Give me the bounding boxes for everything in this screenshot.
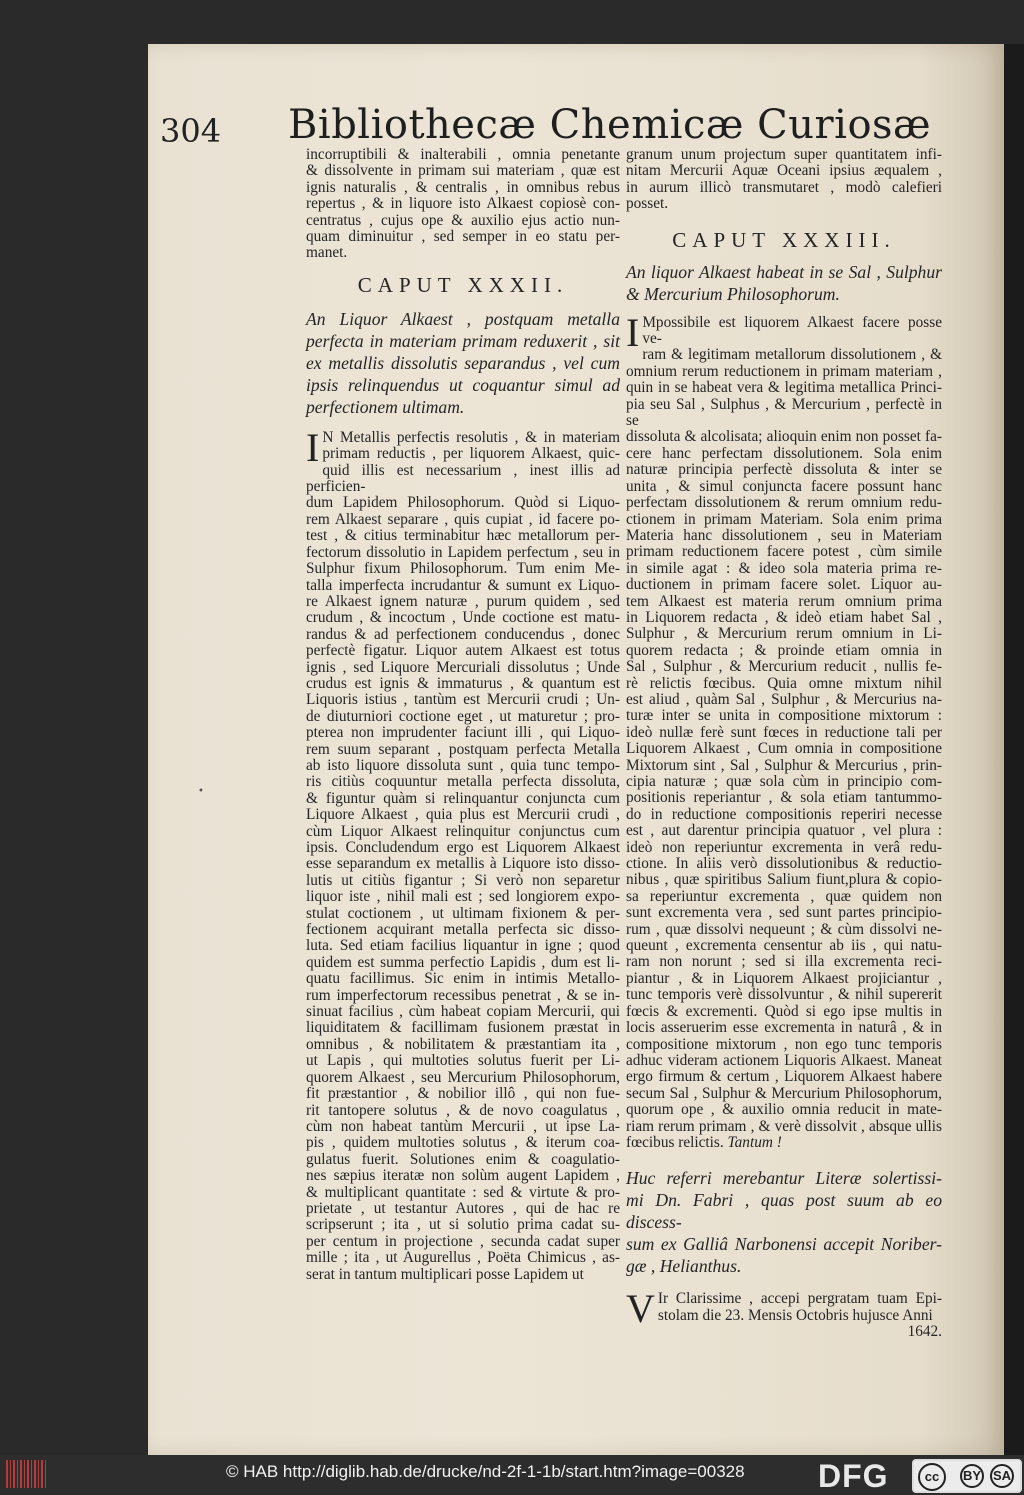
text-line: primam reductis , per liquorem Alkaest, quic- [322,445,620,463]
text-line: stulat coctionem , ut ultimam fixionem & per- [306,904,620,922]
left-intro-paragraph [306,147,620,262]
left-column [306,147,620,1283]
text-line: quorem redacta ; & proinde etiam omnia in [626,641,942,659]
text-line: luta. Sed etiam facilius liquantur in igne ; quod [306,937,620,955]
text-line: fectorum dissolutio in Lapidem perfectum , seu in [306,543,620,561]
text-line: in aurum illicò transmutaret , modò calefieri [626,178,942,196]
text-line: & Mercurium Philosophorum. [626,283,840,304]
right-intro-paragraph [626,147,942,213]
text-line: quatu facillimus. Sic enim in intimis Metallo- [306,970,620,988]
text-line: adhuc videram actionem Liquoris Alkaest. Maneat [626,1051,942,1069]
text-line: re Alkaest ignem naturæ , purum quidem , sed [306,592,620,610]
text-line: dum Lapidem Philosophorum. Quòd si Liquo- [306,494,620,512]
signoff: Tantum ! [727,1133,782,1151]
text-line: ductionem in primam facere solet. Liquor au- [626,576,942,594]
right-body-text [626,309,942,1152]
text-line: nes sæpius iteratæ non solùm augent Lapidem , [306,1167,620,1185]
text-line: nitam Mercurii Aquæ Oceani ipsius æqualem , [626,162,942,180]
text-line: rum imperfectorum recessibus penetrat , & se in- [306,986,620,1004]
text-line: turæ inter se unita in compositione mixtorum : [626,707,942,725]
text-line: sinuat facilius , cùm habeat copiam Mercurii, qui [306,1003,620,1021]
text-line: serat in tantum multiplicari posse Lapidem ut [306,1265,584,1283]
text-line: rem suum separant , postquam perfecta Metalla [306,740,620,758]
text-line: fœcis & excrementi. Quòd si ego ipse multis in [626,1002,942,1020]
text-line: quorem Alkaest , seu Mercurium Philosophorum, [306,1068,620,1086]
text-line: ctione. In aliis verò dissolutionibus & reductio- [626,855,942,873]
text-line: posset. [626,195,669,213]
text-line: mi Dn. Fabri , quas post suum ab eo discess- [626,1190,942,1233]
text-line: pterea non imprudenter faciunt illi , qui Liquo- [306,724,620,742]
text-line: centratus , cujus ope & auxilio ejus actio nun- [306,211,620,229]
text-line: dissoluta & alcolisata; alioquin enim non posset fa- [626,428,942,446]
chapter-heading-xxxii: CAPUT XXXII. [357,272,569,297]
text-line: ideò nullæ ferè sunt fœces in reductione tali per [626,723,942,741]
text-line: perfectè figatur. Liquor autem Alkaest est totus [306,642,620,660]
text-line: ram non norunt ; sed si illa excrementa reci- [626,953,942,971]
text-line: Liquore Alkaest , quia plus est Mercurii crudi , [306,806,620,824]
text-line: rum , quæ dissolvi nequeunt ; & cùm dissolvi ne- [626,920,942,938]
text-line: crudum , & incoctum , Unde coctione est matu- [306,609,620,627]
text-line: Ir Clarissime , accepi pergratam tuam Epi- [657,1290,942,1308]
text-line: & figuntur quàm si relinquantur conjuncta cum [306,789,620,807]
text-line: omnium rerum reductionem in primam materiam , [626,362,942,380]
text-line: est aliud , quàm Sal , Sulphur , & Mercurius na- [626,690,942,708]
text-line: positionis reperiantur , & sola etiam tantummo- [626,789,942,807]
text-line: quin in se habeat vera & legitima metallica Princi- [626,379,942,397]
text-line: ris citiùs coquuntur metalla perfecta dissoluta, [306,773,620,791]
text-line: scripserunt ; ita , ut si solutio prima cadat su- [306,1216,620,1234]
chapter-subtitle [306,308,620,418]
running-head: Bibliothecæ Chemicæ Curiosæ [288,102,932,148]
letter-body [626,1286,942,1341]
text-line: gulatus fuerit. Solutiones enim & coagulatio- [306,1150,620,1168]
text-line: quorum ope , & auxilio omnia reducit in mate- [626,1101,942,1119]
text-line: pis , quidem multoties solutus , & iterum coa- [306,1134,620,1152]
text-line: sum ex Galliâ Narbonensi accepit Noriber- [626,1234,942,1255]
copyright-link[interactable]: © HAB http://diglib.hab.de/drucke/nd-2f-1-1b/start.htm?image=00328 [226,1462,745,1481]
text-line: ab isto liquore dissoluta sunt , quia tunc tempo- [306,756,620,774]
text-line: fit præstantior , & nobilior illô , qui non fue- [306,1085,620,1103]
text-line: perfecta in materiam primam reduxerit , sit [306,330,620,351]
left-body-text [306,424,620,1283]
text-line: esse separandum ex metallis à Liquore isto disso- [306,855,620,873]
text-line: Sulphur fixum Philosophorum. Tum enim Me- [306,560,620,578]
text-line: N Metallis perfectis resolutis , & in materiam [322,428,620,446]
text-line: An Liquor Alkaest , postquam metalla [306,308,620,329]
text-line: Mixtorum sint , Sal , Sulphur & Mercurius , prin- [626,756,942,774]
text-line: talla imperfecta incrudantur & sumunt ex Liquo- [306,576,620,594]
chapter-heading-xxxiii: CAPUT XXXIII. [672,227,896,252]
text-line: pia seu Sal , Sulphus , & Mercurium , perfectè in se [626,395,942,430]
text-line: omnibus , & nobilitatem & præstantiam ita , [306,1035,620,1053]
text-line: tunc temporis verè dissolvuntur , & nihil supererit [626,986,942,1004]
text-line: Materia hanc dissolutionem , seu in Materiam [626,526,942,544]
text-line: per centum in projectione , secunda cadat super [306,1232,620,1250]
text-line: cùm Liquor Alkaest relinquitur conjunctus cum [306,822,620,840]
text-line: liquiditatem & facillimam fusionem præstat in [306,1019,620,1037]
text-line: Huc referri merebantur Literæ solertissi- [626,1168,942,1189]
text-line: & dissolvente in primam sui materiam , quæ est [306,162,620,180]
text-line: Liquoris istius , tantùm est Mercurii crudi ; Un- [306,691,620,709]
text-line: stolam die 23. Mensis Octobris hujusce Anni [657,1306,933,1324]
text-line: in simile agat : & ideo sola materia prima re- [626,559,942,577]
text-line: primam reductionem facere potest , cùm simile [626,543,942,561]
text-line: granum unum projectum super quantitatem infi- [626,146,942,163]
sa-icon: SA [990,1464,1014,1488]
text-line: secum Sal , Sulphur & Mercurium Philosophorum, [626,1084,942,1102]
text-line: An liquor Alkaest habeat in se Sal , Sulphur [626,261,942,282]
text-line: ideò non reperiuntur excrementa in verâ redu- [626,838,942,856]
text-line: lutis ut citiùs figantur ; Si verò non separetur [306,871,620,889]
text-line: quid illis est necessarium , inest illis ad perficien- [306,461,620,496]
text-line: ram & legitimam metallorum dissolutionem , & [642,346,942,364]
letter-heading [626,1167,942,1277]
text-line: Sal , Sulphur , & Mercurium reducit , nullis fe- [626,658,942,676]
text-line: rem Alkaest separare , quis cupiat , id facere po- [306,510,620,528]
text-line: rè relictis fœcibus. Quia omne mixtum nihil [626,674,942,692]
text-line: in Liquorem redacta , & ideò etiam habet Sal , [626,608,942,626]
text-line: ergo firmum & certum , Liquorem Alkaest habere [626,1068,942,1086]
text-line: ipsis. Concludendum ergo est Liquorem Alkaest [306,839,620,856]
page-edge [1004,44,1024,1455]
text-line: repertus , & in liquore isto Alkaest copiosè con- [306,195,620,213]
text-line: gæ , Helianthus. [626,1256,742,1277]
chapter-subtitle [626,261,942,305]
text-line: rit tantopere solutus , & de novo coagulatus , [306,1101,620,1119]
text-line: Sulphur , & Mercurium rerum omnium in Li- [626,625,942,643]
text-line: fectionem acquirant metalla perfecta sic disso- [306,921,620,939]
text-line: perfectam dissolutionem & rerum omnium redu- [626,494,942,512]
text-line: sunt excrementa vera , sed sunt partes principio- [626,904,942,922]
drop-cap: I [626,309,640,355]
text-line: manet. [306,244,348,262]
text-line: ex metallis dissolutis separandus , vel cum [306,352,620,373]
text-line: test , & citius terminabitur hæc metallorum per- [306,527,620,545]
text-line: randus & ad perfectionem conducendus , donec [306,625,620,643]
text-line: perfectionem ultimam. [306,396,465,417]
text-line: unita , & simul conjuncta facere possunt hanc [626,477,942,495]
creative-commons-license-badge[interactable] [912,1459,1022,1493]
text-line: & multiplicant quantitate : sed & virtute & pro- [306,1183,620,1201]
text-line: est , aut darentur principia quatuor , vel plura : [626,822,942,840]
text-line: incorruptibili & inalterabili , omnia penetante [306,146,620,163]
text-line: cere hanc perfectam dissolutionem. Sola enim [626,444,942,462]
text-line: ipsis relinquendus ut coquantur simul ad [306,374,620,395]
cc-icon: cc [918,1463,946,1491]
right-column [626,147,942,1341]
margin-mark: • [198,786,204,797]
hab-logo [6,1460,46,1488]
text-line: de diuturniori coctione eget , ut maturetur ; pro- [306,707,620,725]
text-line: compositione mixtorum , non ego tunc temporis [626,1035,942,1053]
text-line: queunt , excrementa censentur ab iis , qui natu- [626,937,942,955]
text-line: prietate , ut testantur Autores , qui de hac re [306,1199,620,1217]
drop-cap: I [306,424,320,470]
text-line: crudus est ignis & immaturus , & quantum est [306,674,620,692]
text-line: ut Lapis , qui multoties solutus fuerit per Li- [306,1052,620,1070]
by-icon: BY [960,1464,984,1488]
body-last-line: fœcibus relictis. [626,1133,724,1151]
dfg-logo[interactable]: DFG [818,1458,889,1494]
text-line: ctionem in primam Materiam. Sola enim prima [626,510,942,528]
text-line: cipia naturæ ; quæ sola cùm in principio com- [626,773,942,790]
text-line: Mpossibile est liquorem Alkaest facere posse ve- [642,313,942,348]
text-line: quidem est summa perfectio Lapidis , dum est li- [306,953,620,971]
text-line: ignis , sed Liquore Mercuriali dissolutus ; Unde [306,658,620,676]
text-line: Liquorem Alkaest , Cum omnia in compositione [626,740,942,758]
text-line: riam rerum primam , & verè dissolvit , absque ullis [626,1117,942,1135]
text-line: sa reperiuntur excrementa , quæ quidem non [626,887,942,905]
text-line: ignis naturalis , & centralis , in omnibus rebus [306,178,620,196]
text-line: do in reductione compositionis reperiri necesse [626,805,942,823]
drop-cap: V [626,1286,655,1332]
text-line: cùm non habeat tantùm Mercurii , ut ipse La- [306,1117,620,1135]
page-number: 304 [160,112,222,150]
text-line: quam diminuitur , sed semper in eo statu per- [306,228,620,246]
text-line: tem Alkaest est materia rerum omnium prima [626,592,942,610]
text-line: mille ; ita , ut Augurellus , Poëta Chimicus , as- [306,1249,620,1267]
text-line: nibus , quæ spiritibus Salium fiunt,plura & copio- [626,871,942,889]
text-line: liquor iste , nihil mali est ; sed longiorem expo- [306,888,620,906]
letter-year: 1642. [907,1323,942,1341]
text-line: locis asseruerim esse excrementa in naturâ , & in [626,1019,942,1037]
text-line: naturæ principia perfectè dissoluta & inter se [626,461,942,479]
text-line: piantur , & in Liquorem Alkaest projiciantur , [626,969,942,987]
